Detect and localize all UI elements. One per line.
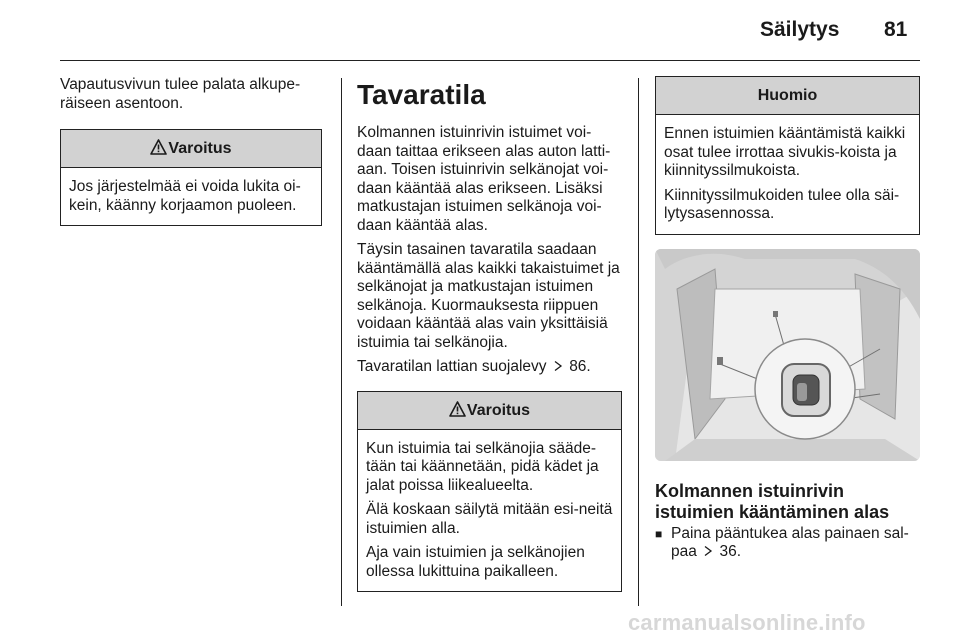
header-title: Säilytys (760, 18, 840, 41)
cargo-area-illustration (655, 249, 920, 461)
warning-box-text: Jos järjestelmää ei voida lukita oi-kein, käänny korjaamon puoleen. (69, 178, 301, 214)
page-reference-arrow-icon (553, 360, 563, 372)
column-divider-left (341, 78, 342, 606)
notice-box-text-1: Ennen istuimien kääntämistä kaikki osat tulee irrottaa sivukis-koista ja kiinnityssilmukoista. (664, 125, 906, 179)
page-number: 81 (884, 18, 908, 41)
cargo-area-image (655, 249, 920, 461)
warning-triangle-icon (150, 139, 167, 155)
fold-seats-heading: Kolmannen istuinrivin istuimien kääntäminen alas (655, 480, 890, 522)
notice-box-text-2: Kiinnityssilmukoiden tulee olla säi-lytysasennossa. (664, 186, 900, 222)
section-paragraph-2: Täysin tasainen tavaratila saadaan kääntämällä alas kaikki takaistuimet ja selkänojat ja matkustajan istuimen selkänoja. Kuormauksesta riippuen voidaan kääntää alas vain yksittäisiä istuimia tai selkänojia. (357, 241, 620, 351)
section-paragraph-3 (357, 358, 622, 377)
warning-box-2-text-2: Älä koskaan säilytä mitään esi-neitä istuimien alla. (366, 501, 613, 537)
square-bullet: ■ (655, 526, 663, 541)
warning-box-2 (357, 391, 622, 593)
page-reference-arrow-icon (703, 545, 713, 557)
column-1 (60, 76, 322, 226)
watermark: carmanualsonline.info (628, 610, 866, 635)
column-2 (357, 76, 622, 592)
floor-cover-text: Tavaratilan lattian suojalevy (357, 358, 547, 375)
warning-box-2-title: Varoitus (466, 401, 531, 419)
column-3 (655, 76, 920, 562)
section-heading: Tavaratila (357, 79, 486, 110)
notice-box (655, 76, 920, 235)
list-item (655, 525, 920, 562)
page-reference[interactable]: 36. (719, 543, 742, 560)
page-reference[interactable]: 86. (569, 358, 591, 375)
list-item-text (671, 525, 920, 562)
section-paragraph-1: Kolmannen istuinrivin istuimet voi-daan taittaa erikseen alas auton latti-aan. Toisen istuinrivin selkänojat voi-daan kääntää alas erikseen. Lisäksi matkustajan istuimen selkänoja voi-daan kääntää alas. (357, 124, 611, 234)
notice-box-header (656, 77, 919, 115)
header-divider (60, 60, 920, 61)
headrest-instruction-text: Paina pääntukea alas painaen sal-paa (671, 524, 909, 560)
notice-box-title: Huomio (757, 87, 818, 104)
warning-box-2-text-1: Kun istuimia tai selkänojia sääde-tään tai käännetään, pidä kädet ja jalat poissa liikealueelta. (366, 439, 599, 494)
column-divider-right (638, 78, 639, 606)
warning-box-title: Varoitus (168, 140, 232, 157)
warning-triangle-icon (449, 401, 466, 417)
warning-box-header (61, 130, 321, 168)
warning-box-2-text-3: Aja vain istuimien ja selkänojien ollessa lukittuina paikalleen. (366, 544, 585, 580)
warning-box (60, 129, 322, 226)
warning-box-2-header (358, 392, 621, 430)
release-lever-text: Vapautusvivun tulee palata alkupe-räiseen asentoon. (60, 76, 301, 112)
